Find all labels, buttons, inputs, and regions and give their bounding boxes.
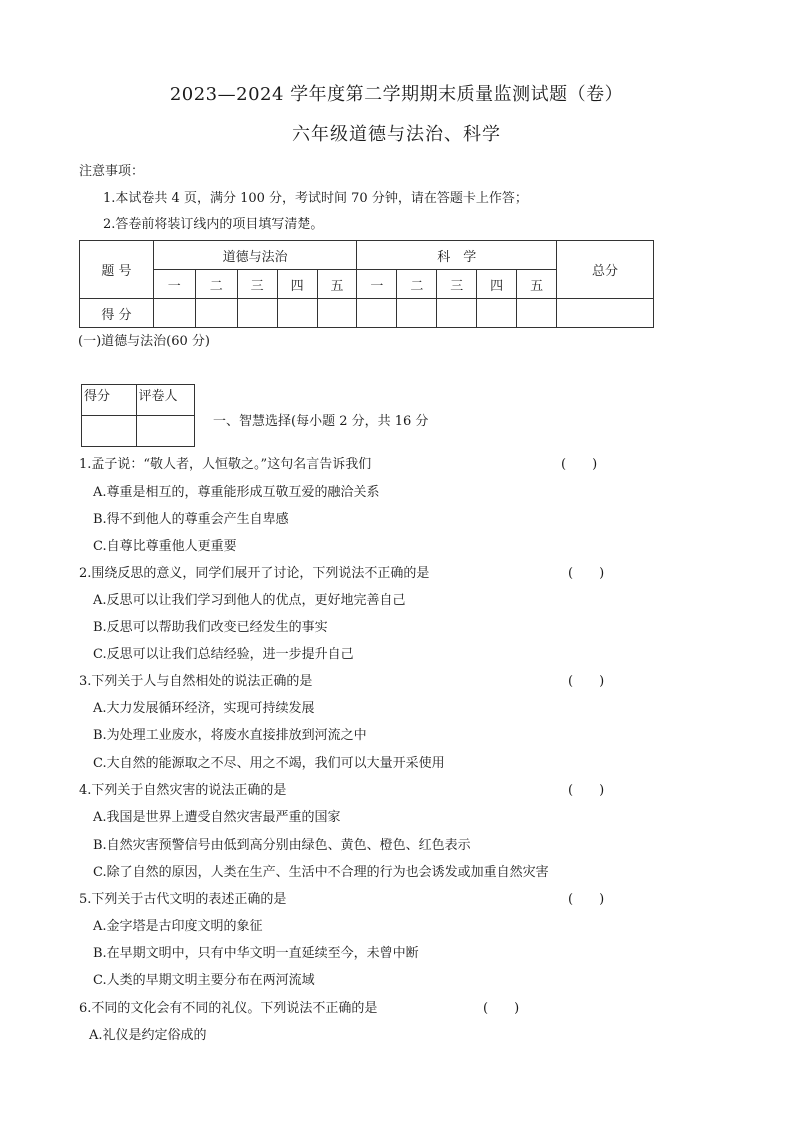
option-3b: B.为处理工业废水，将废水直接排放到河流之中 [93, 728, 367, 743]
exam-title: 2023—2024 学年度第二学期期末质量监测试题（卷） [169, 84, 624, 105]
answer-paren-3[interactable]: ( ) [568, 674, 605, 689]
score-cell[interactable] [397, 299, 437, 328]
option-4b: B.自然灾害预警信号由低到高分别由绿色、黄色、橙色、红色表示 [93, 838, 471, 853]
grader-name-cell[interactable] [136, 416, 194, 447]
option-2a: A.反思可以让我们学习到他人的优点，更好地完善自己 [93, 593, 406, 608]
answer-paren-1[interactable]: ( ) [561, 457, 598, 472]
option-5b: B.在早期文明中，只有中华文明一直延续至今，未曾中断 [93, 946, 419, 961]
score-table-group-morality: 道德与法治 [153, 241, 357, 270]
answer-paren-2[interactable]: ( ) [568, 566, 605, 581]
answer-paren-5[interactable]: ( ) [568, 892, 605, 907]
option-6a: A.礼仪是约定俗成的 [89, 1028, 207, 1043]
score-cell[interactable] [517, 299, 557, 328]
question-stem-4: 4.下列关于自然灾害的说法正确的是 [79, 783, 287, 798]
option-5a: A.金字塔是古印度文明的象征 [93, 919, 263, 934]
score-cell[interactable] [277, 299, 317, 328]
option-2c: C.反思可以让我们总结经验，进一步提升自己 [93, 647, 354, 662]
note-item-2: 2.答卷前将装订线内的项目填写清楚。 [103, 217, 324, 232]
score-cell[interactable] [437, 299, 477, 328]
score-table-group-science: 科 学 [357, 241, 557, 270]
option-1a: A.尊重是相互的，尊重能形成互敬互爱的融洽关系 [93, 485, 380, 500]
grader-score-cell[interactable] [82, 416, 137, 447]
score-cell-total[interactable] [557, 299, 654, 328]
question-stem-3: 3.下列关于人与自然相处的说法正确的是 [79, 674, 313, 689]
section-title: (一)道德与法治(60 分) [78, 334, 210, 349]
score-col-m1: 一 [153, 270, 195, 299]
option-1c: C.自尊比尊重他人更重要 [93, 539, 237, 554]
score-cell[interactable] [195, 299, 237, 328]
answer-paren-6[interactable]: ( ) [483, 1001, 520, 1016]
option-2b: B.反思可以帮助我们改变已经发生的事实 [93, 620, 328, 635]
grader-table [81, 384, 195, 447]
question-stem-1: 1.孟子说：“敬人者，人恒敬之。”这句名言告诉我们 [79, 457, 372, 472]
score-cell[interactable] [153, 299, 195, 328]
option-5c: C.人类的早期文明主要分布在两河流域 [93, 973, 315, 988]
score-col-m5: 五 [317, 270, 357, 299]
score-col-s2: 二 [397, 270, 437, 299]
notes-heading: 注意事项： [79, 164, 145, 179]
option-4c: C.除了自然的原因，人类在生产、生活中不合理的行为也会诱发或加重自然灾害 [93, 865, 549, 880]
option-1b: B.得不到他人的尊重会产生自卑感 [93, 512, 289, 527]
question-stem-6: 6.不同的文化会有不同的礼仪。下列说法不正确的是 [79, 1001, 378, 1016]
score-table [79, 240, 654, 328]
score-col-s3: 三 [437, 270, 477, 299]
option-3a: A.大力发展循环经济，实现可持续发展 [93, 701, 315, 716]
question-stem-5: 5.下列关于古代文明的表述正确的是 [79, 892, 287, 907]
score-cell[interactable] [317, 299, 357, 328]
score-col-s4: 四 [477, 270, 517, 299]
score-cell[interactable] [357, 299, 397, 328]
answer-paren-4[interactable]: ( ) [568, 783, 605, 798]
score-table-number-label: 题 号 [80, 241, 154, 299]
score-table-total-label: 总分 [557, 241, 654, 299]
score-col-m4: 四 [277, 270, 317, 299]
score-cell[interactable] [237, 299, 277, 328]
score-col-m3: 三 [237, 270, 277, 299]
score-col-m2: 二 [195, 270, 237, 299]
question-stem-2: 2.围绕反思的意义，同学们展开了讨论，下列说法不正确的是 [79, 566, 430, 581]
option-3c: C.大自然的能源取之不尽、用之不竭，我们可以大量开采使用 [93, 756, 445, 771]
score-col-s5: 五 [517, 270, 557, 299]
option-4a: A.我国是世界上遭受自然灾害最严重的国家 [93, 810, 341, 825]
grader-score-label: 得分 [82, 385, 137, 416]
score-cell[interactable] [477, 299, 517, 328]
score-col-s1: 一 [357, 270, 397, 299]
exam-subtitle: 六年级道德与法治、科学 [292, 124, 501, 145]
note-item-1: 1.本试卷共 4 页，满分 100 分，考试时间 70 分钟，请在答题卡上作答； [103, 191, 528, 206]
grader-name-label: 评卷人 [136, 385, 194, 416]
score-table-score-label: 得 分 [80, 299, 154, 328]
part-title: 一、智慧选择(每小题 2 分，共 16 分 [213, 414, 429, 429]
